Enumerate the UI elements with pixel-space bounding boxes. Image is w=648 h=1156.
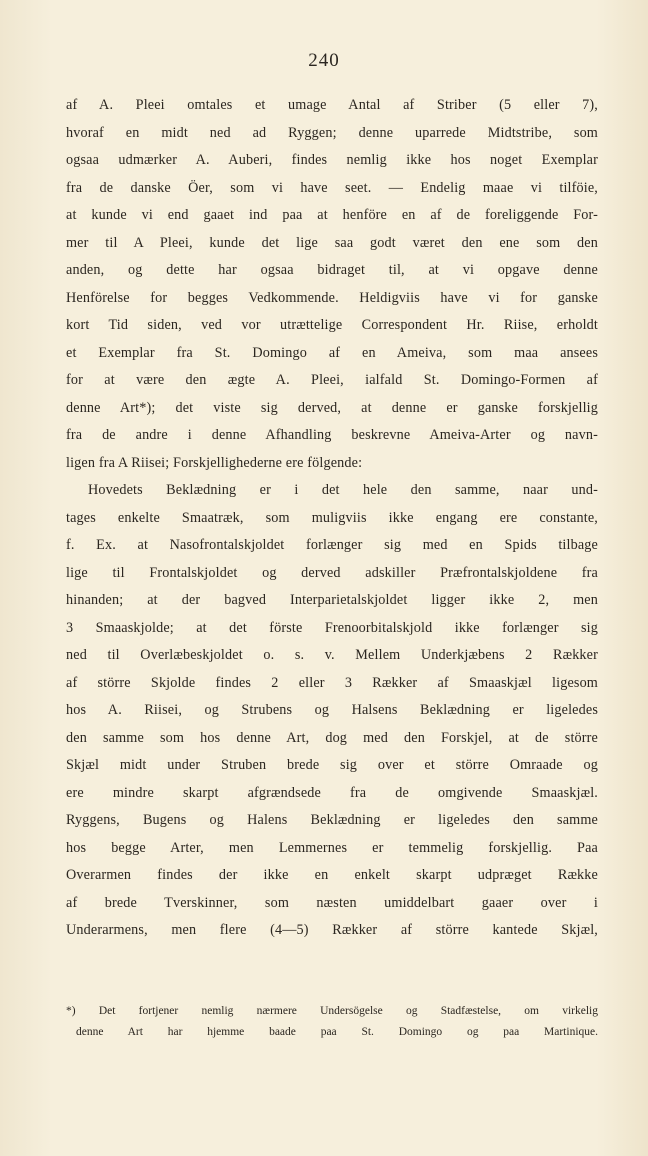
text-line: Henförelse for begges Vedkommende. Heldigviis have vi for ganske xyxy=(66,289,598,306)
text-line: hvoraf en midt ned ad Ryggen; denne uparrede Midtstribe, som xyxy=(66,124,598,141)
text-line: anden, og dette har ogsaa bidraget til, at vi opgave denne xyxy=(66,262,598,278)
text-line: hinanden; at der bagved Interparietalskjoldet ligger ikke 2, men xyxy=(66,592,598,608)
text-line: 3 Smaaskjolde; at det förste Frenoorbitalskjold ikke forlænger sig xyxy=(66,619,598,636)
text-line: hos A. Riisei, og Strubens og Halsens Beklædning er ligeledes xyxy=(66,702,598,718)
text-line: af brede Tverskinner, som næsten umiddelbart gaaer over i xyxy=(66,894,598,911)
text-line: af större Skjolde findes 2 eller 3 Rækker af Smaaskjæl ligesom xyxy=(66,674,598,691)
text-line: af A. Pleei omtales et umage Antal af Striber (5 eller 7), xyxy=(66,97,598,113)
footnote-line: denne Art har hjemme baade paa St. Domingo og paa Martinique. xyxy=(76,1026,598,1038)
text-line: Hovedets Beklædning er i det hele den samme, naar und- xyxy=(88,482,598,498)
text-line: f. Ex. at Nasofrontalskjoldet forlænger sig med en Spids tilbage xyxy=(66,537,598,553)
text-line: lige til Frontalskjoldet og derved adskiller Præfrontalskjoldene fra xyxy=(66,564,598,581)
text-line: ogsaa udmærker A. Auberi, findes nemlig ikke hos noget Exemplar xyxy=(66,152,598,168)
text-line: fra de danske Öer, som vi have seet. — Endelig maae vi tilföie, xyxy=(66,179,598,196)
text-line: Overarmen findes der ikke en enkelt skarpt udpræget Række xyxy=(66,867,598,883)
text-line: fra de andre i denne Afhandling beskrevne Ameiva-Arter og navn- xyxy=(66,427,598,443)
text-line: denne Art*); det viste sig derved, at denne er ganske forskjellig xyxy=(66,399,598,416)
body-text xyxy=(66,92,598,945)
text-line: ligen fra A Riisei; Forskjellighederne ere fölgende: xyxy=(66,454,363,471)
text-line: den samme som hos denne Art, dog med den Forskjel, at de större xyxy=(66,729,598,746)
footnote-line: *) Det fortjener nemlig nærmere Undersögelse og Stadfæstelse, om virkelig xyxy=(66,1005,598,1017)
text-line: kort Tid siden, ved vor utrættelige Correspondent Hr. Riise, erholdt xyxy=(66,317,598,333)
text-line: Skjæl midt under Struben brede sig over et större Omraade og xyxy=(66,757,598,773)
text-line: for at være den ægte A. Pleei, ialfald St. Domingo-Formen af xyxy=(66,372,598,388)
page-number: 240 xyxy=(308,50,340,71)
text-line: et Exemplar fra St. Domingo af en Ameiva, som maa ansees xyxy=(66,344,598,361)
text-line: tages enkelte Smaatræk, som muligviis ikke engang ere constante, xyxy=(66,509,598,526)
text-line: at kunde vi end gaaet ind paa at henföre en af de foreliggende For- xyxy=(66,207,598,223)
footnotes xyxy=(66,1001,598,1043)
text-line: mer til A Pleei, kunde det lige saa godt været den ene som den xyxy=(66,234,598,251)
text-line: Underarmens, men flere (4—5) Rækker af större kantede Skjæl, xyxy=(66,922,598,938)
text-line: hos begge Arter, men Lemmernes er temmelig forskjellig. Paa xyxy=(66,839,598,856)
text-line: Ryggens, Bugens og Halens Beklædning er ligeledes den samme xyxy=(66,812,598,828)
text-line: ned til Overlæbeskjoldet o. s. v. Mellem Underkjæbens 2 Rækker xyxy=(66,647,598,663)
text-line: ere mindre skarpt afgrændsede fra de omgivende Smaaskjæl. xyxy=(66,784,598,801)
